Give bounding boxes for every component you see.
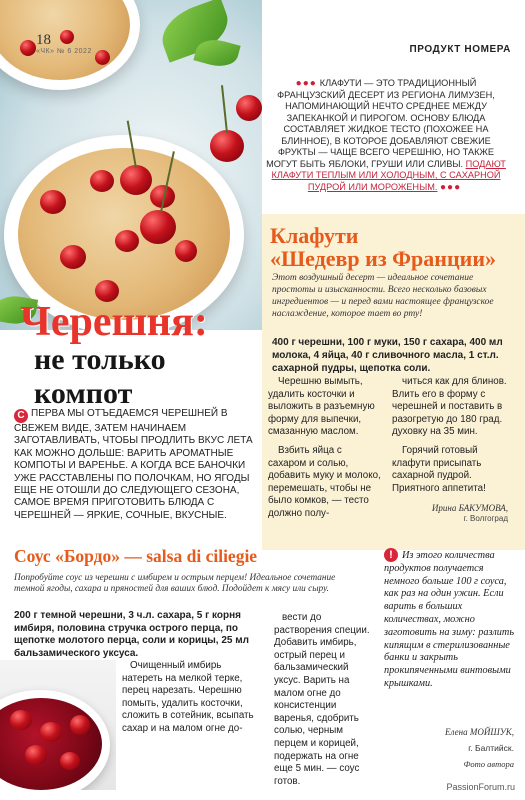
- intro-body: КЛАФУТИ — ЭТО ТРАДИЦИОННЫЙ ФРАНЦУЗСКИЙ ДЕСЕРТ ИЗ РЕГИОНА ЛИМУЗЕН, НАПОМИНАЮЩИЙ НЕЧТО СРЕДНЕЕ МЕЖДУ ЗАПЕКАНКОЙ И ПИРОГОМ. ОСНОВУ БЛЮДА СОСТАВЛЯЕТ ЖИДКОЕ ТЕСТО (ПОХОЖЕЕ НА БЛИННОЕ), В КОТОРОЕ ДОБАВЛЯЮТ СВЕЖИЕ ФРУКТЫ — ЧАЩЕ ВСЕГО ЧЕРЕШНЮ, НО ТАКЖЕ МОГУТ БЫТЬ ЯБЛОКИ, ГРУШИ ИЛИ СЛИВЫ.: [266, 78, 495, 169]
- cherry: [210, 130, 244, 162]
- cherry: [60, 245, 86, 269]
- sauce-steps-col1: [122, 660, 264, 736]
- cherry: [140, 210, 176, 244]
- cherry: [40, 722, 62, 742]
- clafouti-title: [270, 224, 496, 270]
- cherry: [10, 710, 32, 730]
- sauce-title: Соус «Бордо» — salsa di ciliegie: [14, 546, 258, 566]
- clafouti-author: Ирина БАКУМОВА,: [431, 503, 508, 513]
- cherry: [40, 190, 66, 214]
- cherry-stem: [221, 85, 228, 133]
- sauce-intro: Попробуйте соус из черешни с имбирем и острым перцем! Идеальное сочетание темной ягоды, сахара и пряностей для ваших блюд. Подойдет к мясу или сыру.: [14, 573, 336, 595]
- section-label: ПРОДУКТ НОМЕРА: [409, 44, 511, 55]
- cherry: [90, 170, 114, 192]
- main-title-line3: компот: [34, 377, 133, 410]
- sauce-step: Очищенный имбирь натереть на мелкой терке, перец нарезать. Черешню помыть, удалить косточки, сложить в сотейник, всыпать сахар и на малом огне до-: [122, 660, 254, 734]
- intro-dots: ●●●: [295, 78, 317, 89]
- clafouti-ingredients: 400 г черешни, 100 г муки, 150 г сахара, 400 мл молока, 4 яйца, 40 г сливочного масла, 1 ст.л. сахарной пудры, щепотка соли.: [272, 337, 503, 374]
- sauce-photo: [0, 660, 116, 790]
- clafouti-steps-col1: [268, 376, 382, 527]
- lead-text: ПЕРВA МЫ ОТЪЕДАЕМСЯ ЧЕРЕШНЕЙ В СВЕЖЕМ ВИДЕ, ЗАТЕМ НАЧИНАЕМ ЗАГОТАВЛИВАТЬ, ЧТОБЫ ПРОДЛИТЬ ВКУС ЛЕТА КАК МОЖНО ДОЛЬШЕ: ВАРИТЬ АРОМАТНЫЕ КОМПОТЫ И ВАРЕНЬЕ. А КОГДА ВСЕ БАНОЧКИ УЖЕ РАССТАВЛЕНЫ ПО ПОЛОЧКАМ, НО ЯГОДЫ ЕЩЕ НЕ ОТОШЛИ ДО СЛЕДУЮЩЕГО СЕЗОНА, САМОЕ ВРЕМЯ ПРИГОТОВИТЬ БЛЮДА С ЧЕРЕШНЕЙ — ЯРКИЕ, СОЧНЫЕ, ВКУСНЫЕ.: [14, 408, 253, 521]
- clafouti-step: Черешню вымыть, удалить косточки и выложить в разъемную форму для выпечки, смазанную маслом.: [268, 376, 375, 438]
- cherry: [175, 240, 197, 262]
- cherry: [115, 230, 139, 252]
- sauce-steps-col2: [274, 612, 374, 788]
- clafouti-intro: Этот воздушный десерт — идеальное сочетание простоты и изысканности. Всего несколько базовых ингредиентов — и перед вами настоящее французское наслаждение, которое тает во рту!: [272, 273, 494, 319]
- magazine-label: «ЧК» № 6 2022: [36, 48, 92, 55]
- clafouti-steps-col2: [392, 376, 514, 501]
- clafouti-city: г. Волгоград: [463, 514, 508, 523]
- cherry: [236, 95, 262, 121]
- lead-paragraph: [14, 408, 260, 522]
- clafouti-title-line2: «Шедевр из Франции»: [270, 246, 496, 271]
- cherry: [70, 715, 90, 735]
- photo-credit: Фото автора: [463, 759, 514, 769]
- watermark: PassionForum.ru: [446, 782, 515, 792]
- tip-body: Из этого количества продуктов получается немного больше 100 г соуса, как раз на один ужин. Если варить в больших количествах, можно заготовить на зиму: разлить кипящим в стерилизованные банки и закрыть прокипяченными винтовыми крышками.: [384, 550, 515, 689]
- main-title-line2: не только: [34, 343, 166, 376]
- cherry: [20, 40, 36, 56]
- sauce-step: вести до растворения специи. Добавить имбирь, острый перец и бальзамический уксус. Варить на малом огне до консистенции варенья, сдобрить солью, черным перцем и корицей, подержать на огне еще 5 мин. — соус готов.: [274, 612, 370, 787]
- tip-city: г. Балтийск.: [468, 743, 514, 753]
- tip-text: [384, 548, 516, 691]
- tip-badge-icon: !: [384, 548, 398, 562]
- cherry: [60, 30, 74, 44]
- page-number: 18: [36, 32, 51, 48]
- cherry: [25, 745, 47, 765]
- cherry: [60, 752, 80, 770]
- intro-highlight: ПОДАЮТ КЛАФУТИ ТЕПЛЫМ ИЛИ ХОЛОДНЫМ, С САХАРНОЙ ПУДРОЙ ИЛИ МОРОЖЕНЫМ.: [271, 158, 506, 192]
- cherry: [95, 50, 110, 65]
- main-title-line1: Черешня:: [20, 299, 208, 345]
- dropcap: С: [14, 409, 28, 423]
- tip-author: Елена МОЙШУК,: [444, 727, 514, 737]
- sauce-ingredients: 200 г темной черешни, 3 ч.л. сахара, 5 г корня имбиря, половина стручка острого перца, по щепотке молотого перца, соли и корицы, 25 мл бальзамического уксуса.: [14, 610, 249, 659]
- clafouti-step: Взбить яйца с сахаром и солью, добавить муку и молоко, перемешать, чтобы не было комков, — тесто должно полу-: [268, 444, 381, 519]
- intro-end-dots: ●●●: [439, 181, 462, 193]
- clafouti-title-line1: Клафути: [270, 223, 359, 248]
- cherry: [120, 165, 152, 195]
- clafouti-step: читься как для блинов. Влить его в форму с черешней и поставить в разогретую до 180 град. духовку на 35 мин.: [392, 376, 507, 438]
- intro-text: [262, 78, 510, 193]
- clafouti-step: Горячий готовый клафути присыпать сахарной пудрой. Приятного аппетита!: [392, 444, 486, 494]
